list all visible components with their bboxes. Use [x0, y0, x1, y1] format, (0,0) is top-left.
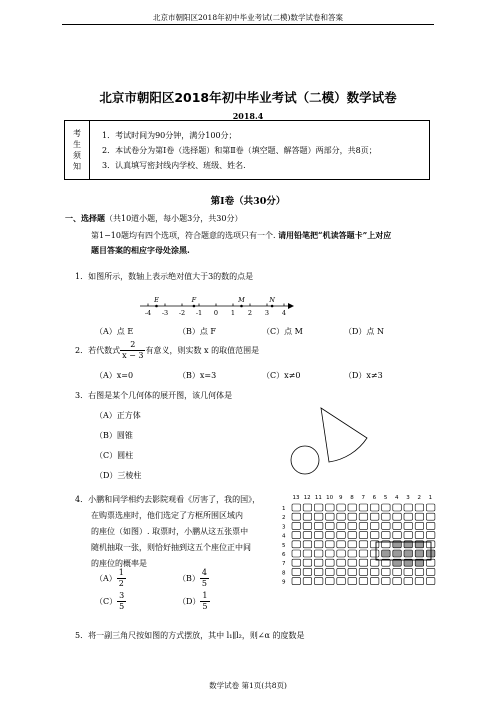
notice-items: [90, 121, 430, 180]
seat: [359, 550, 368, 557]
seat-col-number: 5: [383, 495, 388, 501]
q2-option-b[interactable]: （B）x=3: [178, 371, 217, 380]
seat: [382, 522, 391, 529]
seat: [303, 568, 312, 575]
q1-option-a[interactable]: （A）点 E: [95, 327, 134, 336]
seat: [303, 513, 312, 520]
seat: [292, 522, 301, 529]
seat-row-number: 9: [282, 579, 286, 586]
seat: [359, 559, 368, 566]
axis-point-label: N: [269, 296, 275, 304]
axis-point-label: E: [154, 296, 159, 304]
q4-line: 在购票选座时，他们选定了方框所围区域内: [91, 511, 243, 520]
seat: [303, 541, 312, 548]
q5-stem: 5．将一副三角尺按如图的方式摆放，其中 l₁∥l₂，则∠α 的度数是: [75, 631, 305, 640]
seat: [393, 550, 402, 557]
seat-row-number: 5: [282, 542, 286, 549]
seat: [415, 568, 424, 575]
axis-tick-label: -2: [178, 309, 186, 317]
seat-col-number: 6: [372, 495, 377, 501]
q2-stem: [75, 340, 259, 361]
seat: [303, 578, 312, 585]
seat: [404, 532, 413, 539]
seat: [326, 578, 335, 585]
q4-option-d[interactable]: [178, 591, 210, 612]
seat: [314, 550, 323, 557]
seat: [404, 504, 413, 511]
q4-line: 的座位（如图）. 取票时，小鹏从这五张票中: [91, 527, 249, 536]
seat: [292, 578, 301, 585]
seat: [415, 578, 424, 585]
fraction-numerator: 3: [119, 591, 125, 600]
seat: [326, 504, 335, 511]
seat: [404, 578, 413, 585]
axis-tick-label: -3: [161, 309, 169, 317]
seat: [370, 504, 379, 511]
seat: [393, 578, 402, 585]
running-header: 北京市朝阳区2018年初中毕业考试(二模)数学试卷和答案: [153, 13, 343, 22]
seat: [426, 578, 435, 585]
option-label: （A）: [95, 574, 117, 583]
seat: [326, 513, 335, 520]
seat-row-number: 7: [282, 561, 286, 568]
seat: [314, 559, 323, 566]
fraction-numerator: 1: [202, 591, 208, 600]
seat: [337, 559, 346, 566]
page-title: 北京市朝阳区2018年初中毕业考试（二模）数学试卷: [99, 90, 397, 105]
seat: [415, 504, 424, 511]
axis-tick-label: 3: [264, 309, 270, 317]
seat: [426, 513, 435, 520]
notice-label-char: 知: [73, 162, 81, 171]
seat: [292, 568, 301, 575]
seat: [415, 522, 424, 529]
page-footer: 数学试卷 第1页(共8页): [209, 681, 287, 690]
seat: [382, 532, 391, 539]
notice-label-char: 须: [73, 151, 81, 160]
seat: [314, 504, 323, 511]
seat: [415, 532, 424, 539]
instruction-bold: 请用铅笔把“机读答题卡”上对应: [278, 230, 392, 240]
seat-col-number: 7: [361, 495, 365, 501]
part-heading: [65, 213, 242, 224]
part-heading-note: （共10道小题，每小题3分，共30分）: [105, 214, 243, 223]
seat: [382, 568, 391, 575]
seat: [326, 559, 335, 566]
seat: [359, 541, 368, 548]
fraction-denominator: x − 3: [122, 351, 144, 360]
axis-tick-label: 0: [213, 309, 219, 317]
seat: [326, 522, 335, 529]
notice-item: 3．认真填写密封线内学校、班级、姓名.: [102, 160, 246, 170]
q2-fraction: [120, 340, 145, 361]
seat-row-number: 4: [282, 533, 286, 540]
option-fraction: [117, 568, 126, 589]
seat: [426, 522, 435, 529]
section-title: 第Ⅰ卷（共30分）: [210, 196, 286, 207]
seat: [393, 513, 402, 520]
seat: [314, 541, 323, 548]
notice-table: [64, 120, 430, 180]
seat: [337, 568, 346, 575]
seat: [370, 522, 379, 529]
q4-option-b[interactable]: [178, 568, 209, 589]
seat: [359, 522, 368, 529]
seat-col-number: 13: [292, 495, 300, 501]
seat: [370, 532, 379, 539]
seat: [393, 568, 402, 575]
axis-point-label: M: [238, 296, 245, 304]
seat: [303, 532, 312, 539]
seat: [382, 504, 391, 511]
axis-point: [240, 305, 243, 308]
axis-tick-label: 4: [281, 309, 287, 317]
seat: [326, 541, 335, 548]
q3-option-c[interactable]: （C）圆柱: [95, 451, 134, 460]
sector-shape: [321, 408, 367, 462]
seat: [348, 559, 357, 566]
axis-point: [193, 305, 196, 308]
seat: [426, 568, 435, 575]
option-label: （C）: [95, 597, 118, 606]
seat: [314, 522, 323, 529]
seat: [337, 541, 346, 548]
seat: [370, 550, 379, 557]
seat: [314, 578, 323, 585]
fraction-numerator: 4: [201, 568, 207, 577]
seat: [326, 532, 335, 539]
seat-map-figure: [280, 492, 440, 587]
seat: [348, 532, 357, 539]
q2-option-d[interactable]: （D）x≠3: [344, 371, 383, 380]
q2-stem-post: 有意义，则实数 x 的取值范围是: [145, 346, 260, 355]
seat: [314, 513, 323, 520]
fraction-denominator: 2: [118, 579, 124, 588]
part-heading-label: 一、选择题: [65, 213, 105, 223]
seat: [314, 532, 323, 539]
q2-stem-pre: 2．若代数式: [75, 346, 121, 355]
seat-col-number: 4: [395, 495, 399, 501]
seat: [382, 513, 391, 520]
q1-option-c[interactable]: （C）点 M: [262, 327, 303, 336]
notice-item: 1．考试时间为90分钟，满分100分；: [102, 130, 237, 140]
q3-stem: 3．右图是某个几何体的展开图，该几何体是: [75, 391, 233, 400]
axis-point-label: F: [191, 296, 197, 304]
axis-tick-label: 2: [247, 309, 253, 317]
seat: [393, 504, 402, 511]
seat: [337, 504, 346, 511]
seat: [337, 522, 346, 529]
seat: [326, 568, 335, 575]
seat-row-number: 2: [282, 515, 286, 522]
option-fraction: [117, 591, 126, 612]
seat: [370, 578, 379, 585]
seat: [348, 550, 357, 557]
seat: [326, 550, 335, 557]
seat: [426, 532, 435, 539]
seat-col-number: 12: [303, 495, 311, 501]
seat: [348, 504, 357, 511]
seat: [415, 550, 424, 557]
seat: [303, 550, 312, 557]
seat: [292, 550, 301, 557]
q3-option-d[interactable]: （D）三棱柱: [95, 471, 142, 480]
seat: [359, 532, 368, 539]
seat: [415, 513, 424, 520]
seat-row-number: 8: [282, 570, 286, 577]
seat-row-number: 3: [282, 524, 286, 531]
seat-col-number: 3: [406, 495, 410, 501]
instruction-text: 第1−10题均有四个选项，符合题意的选项只有一个.: [91, 231, 276, 240]
seat: [359, 504, 368, 511]
seat: [337, 578, 346, 585]
seat-col-number: 11: [314, 495, 322, 501]
header-divider: [62, 24, 434, 25]
seat: [348, 568, 357, 575]
notice-label: [65, 121, 90, 180]
seat-col-number: 10: [326, 495, 334, 501]
seat: [404, 513, 413, 520]
seat: [382, 550, 391, 557]
seat: [337, 513, 346, 520]
axis-tick-label: -4: [144, 309, 152, 317]
q4-line: 的座位的概率是: [91, 559, 147, 568]
seat: [404, 550, 413, 557]
seat: [292, 559, 301, 566]
seat: [292, 532, 301, 539]
option-label: （B）: [178, 574, 200, 583]
seat: [404, 522, 413, 529]
seat: [370, 513, 379, 520]
q4-line: 4．小鹏和同学相约去影院观看《厉害了，我的国》，: [75, 495, 261, 504]
q3-option-a[interactable]: （A）正方体: [95, 411, 141, 420]
option-label: （D）: [178, 597, 201, 606]
seat: [292, 513, 301, 520]
axis-tick-label: -1: [195, 309, 203, 317]
base-circle: [291, 446, 319, 474]
seat: [292, 504, 301, 511]
seat: [314, 568, 323, 575]
q1-option-d[interactable]: （D）点 N: [344, 327, 384, 336]
seat: [382, 578, 391, 585]
notice-item: 2．本试卷分为第Ⅰ卷（选择题）和第Ⅱ卷（填空题、解答题）两部分，共8页；: [102, 145, 377, 155]
fraction-denominator: 5: [119, 602, 125, 611]
q1-stem: 1．如图所示，数轴上表示绝对值大于3的数的点是: [75, 272, 254, 281]
notice-label-char: 生: [73, 140, 81, 149]
axis-tick-label: 1: [230, 309, 236, 317]
option-fraction: [200, 591, 209, 612]
fraction-denominator: 5: [201, 579, 207, 588]
q4-option-c[interactable]: [95, 591, 126, 612]
seat: [303, 504, 312, 511]
seat: [303, 522, 312, 529]
exam-date: 2018.4: [232, 111, 264, 121]
axis-point: [155, 305, 158, 308]
seat-col-number: 1: [428, 495, 433, 501]
seat: [303, 559, 312, 566]
fraction-numerator: 2: [120, 340, 145, 351]
option-fraction: [200, 568, 209, 589]
q2-option-c[interactable]: （C）x≠0: [262, 371, 301, 380]
seat: [393, 532, 402, 539]
q3-option-b[interactable]: （B）圆锥: [95, 431, 133, 440]
instruction-line-2: 题目答案的相应字母处涂黑.: [91, 245, 190, 255]
q2-option-a[interactable]: （A）x=0: [95, 371, 134, 380]
seat-col-number: 8: [350, 495, 354, 501]
fraction-denominator: 5: [202, 602, 208, 611]
seat: [337, 550, 346, 557]
seat: [393, 522, 402, 529]
seat: [426, 504, 435, 511]
q1-option-b[interactable]: （B）点 F: [178, 327, 216, 336]
axis-point: [271, 305, 274, 308]
seat: [370, 568, 379, 575]
axis-arrow: [288, 303, 294, 309]
q4-line: 随机抽取一张，则恰好抽到这五个座位正中间: [91, 543, 251, 552]
q4-option-a[interactable]: [95, 568, 126, 589]
seat-col-number: 2: [417, 495, 421, 501]
seat: [348, 522, 357, 529]
cone-net-figure: [285, 400, 375, 480]
seat-col-number: 9: [339, 495, 343, 501]
seat: [348, 513, 357, 520]
seat: [359, 513, 368, 520]
seat-row-number: 6: [282, 552, 286, 558]
seat: [404, 568, 413, 575]
seat-row-number: 1: [282, 506, 286, 512]
seat: [359, 568, 368, 575]
seat: [359, 578, 368, 585]
seat: [348, 578, 357, 585]
number-line: [136, 292, 296, 322]
fraction-numerator: 1: [118, 568, 124, 577]
seat: [292, 541, 301, 548]
seat: [337, 532, 346, 539]
seat: [348, 541, 357, 548]
instruction-line-1: [91, 230, 391, 241]
notice-label-char: 考: [73, 129, 81, 138]
